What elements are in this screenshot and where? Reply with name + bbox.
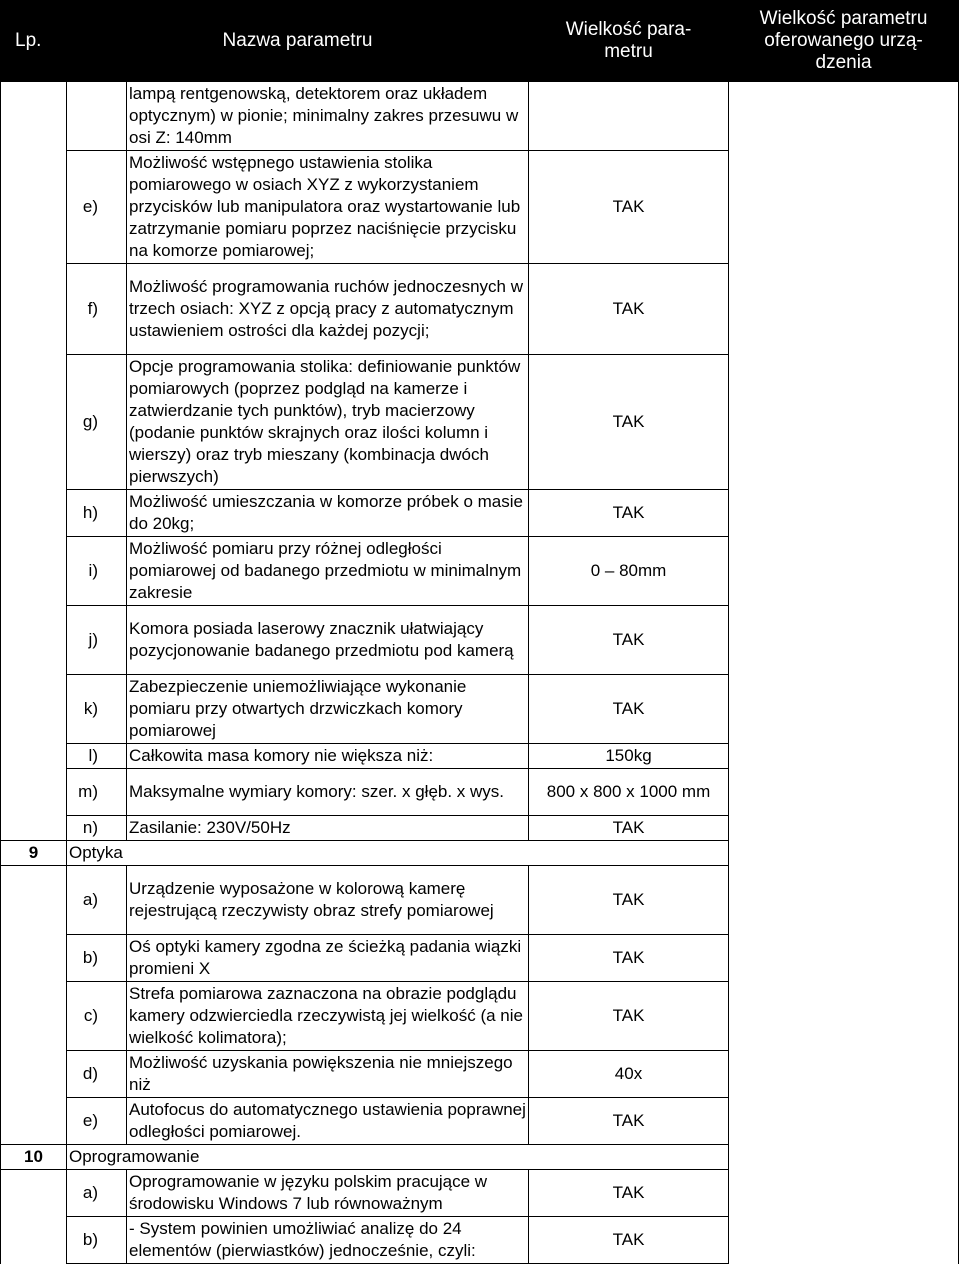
row-value: TAK <box>529 816 729 841</box>
row-value: TAK <box>529 866 729 935</box>
lp-cell-empty <box>1 1170 67 1264</box>
header-offered-line: oferowanego urzą- <box>764 30 923 51</box>
row-name: Oprogramowanie w języku polskim pracujące w środowisku Windows 7 lub równoważnym <box>127 1170 529 1217</box>
section-title: Oprogramowanie <box>67 1145 729 1170</box>
row-value: TAK <box>529 1170 729 1217</box>
row-sub-label: f) <box>67 264 127 355</box>
table-header-row <box>1 1 959 82</box>
row-name: Całkowita masa komory nie większa niż: <box>127 744 529 769</box>
row-sub-label: i) <box>67 537 127 606</box>
row-value: TAK <box>529 675 729 744</box>
row-name: Możliwość pomiaru przy różnej odległości pomiarowej od badanego przedmiotu w minimalnym zakresie <box>127 537 529 606</box>
row-value: 150kg <box>529 744 729 769</box>
table-row <box>1 82 959 151</box>
row-value: TAK <box>529 490 729 537</box>
row-value: TAK <box>529 151 729 264</box>
row-name: Możliwość umieszczania w komorze próbek o masie do 20kg; <box>127 490 529 537</box>
row-name: Zasilanie: 230V/50Hz <box>127 816 529 841</box>
row-name: Oś optyki kamery zgodna ze ścieżką padania wiązki promieni X <box>127 935 529 982</box>
row-name: Możliwość uzyskania powiększenia nie mniejszego niż <box>127 1051 529 1098</box>
row-name: Możliwość wstępnego ustawienia stolika pomiarowego w osiach XYZ z wykorzystaniem przycisków lub manipulatora oraz wystartowanie lub zatrzymanie pomiaru poprzez naciśnięcie przycisku na komorze pomiarowej; <box>127 151 529 264</box>
header-lp: Lp. <box>1 1 67 82</box>
row-value: TAK <box>529 606 729 675</box>
row-value <box>529 82 729 151</box>
row-name: Komora posiada laserowy znacznik ułatwiający pozycjonowanie badanego przedmiotu pod kamerą <box>127 606 529 675</box>
row-name: - System powinien umożliwiać analizę do 24 elementów (pierwiastków) jednocześnie, czyli: <box>127 1217 529 1264</box>
header-offered-line: Wielkość parametru <box>759 8 928 29</box>
row-name: lampą rentgenowską, detektorem oraz układem optycznym) w pionie; minimalny zakres przesuwu w osi Z: 140mm <box>127 82 529 151</box>
row-value: TAK <box>529 355 729 490</box>
row-value: 0 – 80mm <box>529 537 729 606</box>
row-value: TAK <box>529 935 729 982</box>
row-sub-label: d) <box>67 1051 127 1098</box>
row-value: TAK <box>529 1217 729 1264</box>
header-value <box>529 1 729 82</box>
row-sub-label: h) <box>67 490 127 537</box>
row-value: TAK <box>529 264 729 355</box>
row-value: 40x <box>529 1051 729 1098</box>
header-value-line: metru <box>604 41 653 62</box>
row-name: Zabezpieczenie uniemożliwiające wykonanie pomiaru przy otwartych drzwiczkach komory pomiarowej <box>127 675 529 744</box>
row-value: 800 x 800 x 1000 mm <box>529 769 729 816</box>
header-offered-line: dzenia <box>815 52 872 73</box>
lp-cell-empty <box>1 82 67 841</box>
section-number: 9 <box>1 841 67 866</box>
row-name: Autofocus do automatycznego ustawienia poprawnej odległości pomiarowej. <box>127 1098 529 1145</box>
row-sub-label: k) <box>67 675 127 744</box>
row-sub-label: m) <box>67 769 127 816</box>
row-sub-label: e) <box>67 1098 127 1145</box>
lp-cell-empty <box>1 866 67 1145</box>
row-sub-label: e) <box>67 151 127 264</box>
row-sub-label: b) <box>67 1217 127 1264</box>
row-sub-label <box>67 82 127 151</box>
section-number: 10 <box>1 1145 67 1170</box>
row-value: TAK <box>529 1098 729 1145</box>
row-sub-label: j) <box>67 606 127 675</box>
row-sub-label: l) <box>67 744 127 769</box>
row-name: Strefa pomiarowa zaznaczona na obrazie podglądu kamery odzwierciedla rzeczywistą jej wielkość (a nie wielkość kolimatora); <box>127 982 529 1051</box>
row-sub-label: b) <box>67 935 127 982</box>
row-sub-label: a) <box>67 866 127 935</box>
header-value-line: Wielkość para- <box>565 19 692 40</box>
row-sub-label: c) <box>67 982 127 1051</box>
row-sub-label: a) <box>67 1170 127 1217</box>
row-name: Maksymalne wymiary komory: szer. x głęb. x wys. <box>127 769 529 816</box>
header-offered <box>729 1 959 82</box>
row-name: Urządzenie wyposażone w kolorową kamerę rejestrującą rzeczywisty obraz strefy pomiarowej <box>127 866 529 935</box>
row-value: TAK <box>529 982 729 1051</box>
row-sub-label: g) <box>67 355 127 490</box>
header-name: Nazwa parametru <box>67 1 529 82</box>
row-name: Możliwość programowania ruchów jednoczesnych w trzech osiach: XYZ z opcją pracy z automatycznym ustawieniem ostrości dla każdej pozycji; <box>127 264 529 355</box>
row-name: Opcje programowania stolika: definiowanie punktów pomiarowych (poprzez podgląd na kamerze i zatwierdzanie tych punktów), tryb macierzowy (podanie punktów skrajnych oraz ilości kolumn i wierszy) oraz tryb mieszany (kombinacja dwóch pierwszych) <box>127 355 529 490</box>
section-title: Optyka <box>67 841 729 866</box>
row-sub-label: n) <box>67 816 127 841</box>
offered-value-cell[interactable] <box>729 82 959 1264</box>
